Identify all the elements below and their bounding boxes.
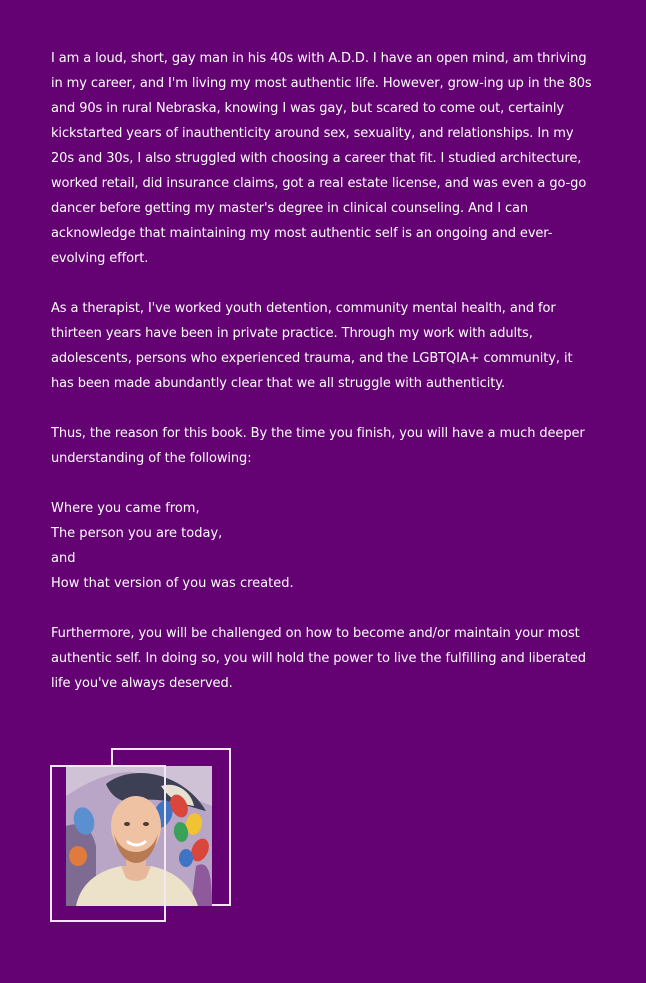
list-item: and: [51, 551, 76, 566]
therapist-paragraph: As a therapist, I've worked youth detention, community mental health, and for thirteen years have been in private practice. Through my work with adults, adolescents, persons who experienced trauma, and the LGBTQIA+ community, it has been made abundantly clear that we all struggle with authenticity.: [51, 301, 573, 391]
list-item: How that version of you was created.: [51, 576, 294, 591]
back-cover-text: [51, 46, 596, 721]
photo-frame-front: [50, 765, 166, 922]
list-item: The person you are today,: [51, 526, 223, 541]
reason-paragraph: Thus, the reason for this book. By the time you finish, you will have a much deeper understanding of the following:: [51, 426, 585, 466]
understanding-list: [51, 496, 596, 596]
list-item: Where you came from,: [51, 501, 200, 516]
intro-paragraph: I am a loud, short, gay man in his 40s with A.D.D. I have an open mind, am thriving in my career, and I'm living my most authentic life. However, grow-ing up in the 80s and 90s in rural Nebraska, knowing I was gay, but scared to come out, certainly kickstarted years of inauthenticity around sex, sexuality, and relationships. In my 20s and 30s, I also struggled with choosing a career that fit. I studied architecture, worked retail, did insurance claims, got a real estate license, and was even a go-go dancer before getting my master's degree in clinical counseling. And I can acknowledge that maintaining my most authentic self is an ongoing and ever-evolving effort.: [51, 51, 592, 266]
author-photo-area: [50, 748, 231, 922]
closing-paragraph: Furthermore, you will be challenged on how to become and/or maintain your most authentic self. In doing so, you will hold the power to live the fulfilling and liberated life you've always deserved.: [51, 626, 586, 691]
